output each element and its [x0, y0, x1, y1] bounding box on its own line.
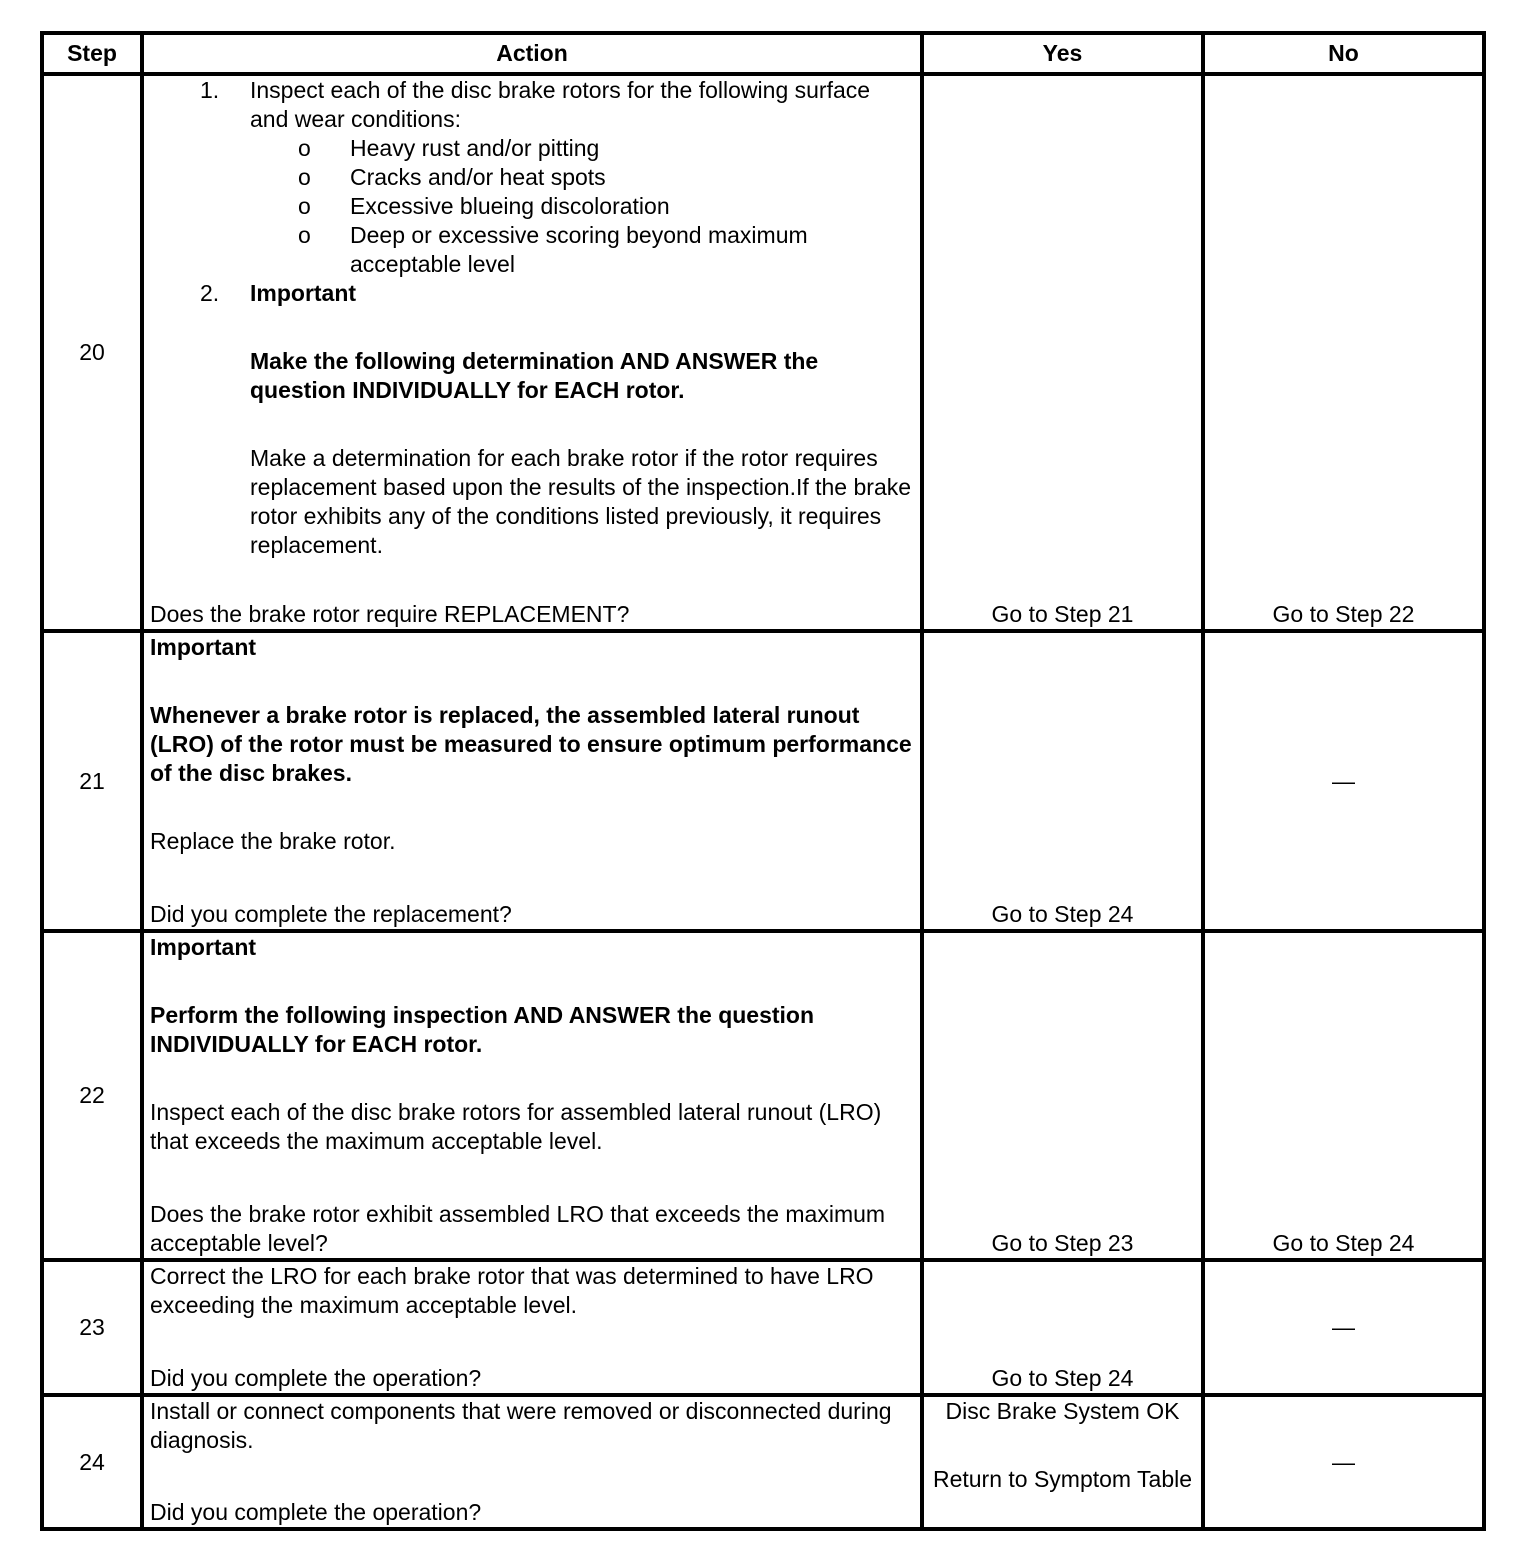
bullet-marker: o: [298, 193, 311, 219]
action-question: Does the brake rotor require REPLACEMENT?: [150, 601, 630, 627]
yes-result: Go to Step 21: [922, 74, 1203, 631]
bullet-text: Excessive blueing discoloration: [350, 193, 670, 219]
item-text: Inspect each of the disc brake rotors for the following surface and wear conditions:: [250, 77, 871, 132]
header-action: Action: [142, 33, 922, 74]
step-number: 23: [42, 1260, 142, 1395]
yes-result: Go to Step 24: [922, 1260, 1203, 1395]
bullet-item: [150, 221, 914, 279]
table-row: [42, 631, 1484, 931]
diagnostic-table: [40, 31, 1486, 1531]
action-body: Make a determination for each brake rotor if the rotor requires replacement based upon the results of the inspection.If the brake rotor exhibits any of the conditions listed previously, it requires replacement.: [250, 445, 912, 558]
table-row: [42, 931, 1484, 1260]
header-no: No: [1203, 33, 1484, 74]
action-cell: [142, 631, 922, 931]
yes-result-cell: [922, 1395, 1203, 1529]
action-question: Did you complete the operation?: [150, 1365, 482, 1391]
bullet-item: [150, 163, 914, 192]
header-yes: Yes: [922, 33, 1203, 74]
important-label: Important: [250, 280, 357, 306]
action-body: Replace the brake rotor.: [150, 828, 396, 854]
table-row: [42, 1395, 1484, 1529]
yes-result: Go to Step 23: [922, 931, 1203, 1260]
important-label: Important: [150, 934, 257, 960]
header-row: [42, 33, 1484, 74]
yes-result-secondary: Return to Symptom Table: [932, 1466, 1193, 1492]
item-number: 2.: [200, 280, 220, 306]
header-step: Step: [42, 33, 142, 74]
action-question: Did you complete the replacement?: [150, 901, 512, 927]
bullet-marker: o: [298, 222, 311, 248]
action-body: Inspect each of the disc brake rotors for assembled lateral runout (LRO) that exceeds the maximum acceptable level.: [150, 1099, 882, 1154]
no-result: Go to Step 24: [1203, 931, 1484, 1260]
no-result: Go to Step 22: [1203, 74, 1484, 631]
step-number: 21: [42, 631, 142, 931]
yes-result-primary: Disc Brake System OK: [945, 1398, 1180, 1424]
bullet-text: Deep or excessive scoring beyond maximum acceptable level: [350, 222, 808, 277]
action-cell: [142, 74, 922, 631]
numbered-item: [150, 279, 914, 308]
action-cell: [142, 931, 922, 1260]
bullet-marker: o: [298, 164, 311, 190]
numbered-item: [150, 76, 914, 134]
bullet-text: Cracks and/or heat spots: [350, 164, 606, 190]
table-row: [42, 1260, 1484, 1395]
no-result: —: [1203, 1395, 1484, 1529]
action-question: Does the brake rotor exhibit assembled LRO that exceeds the maximum acceptable level?: [150, 1201, 886, 1256]
important-text: Perform the following inspection AND ANSWER the question INDIVIDUALLY for EACH rotor.: [150, 1002, 815, 1057]
bullet-text: Heavy rust and/or pitting: [350, 135, 600, 161]
action-cell: [142, 1260, 922, 1395]
no-result: —: [1203, 631, 1484, 931]
action-cell: [142, 1395, 922, 1529]
item-number: 1.: [200, 77, 220, 103]
no-result: —: [1203, 1260, 1484, 1395]
yes-result: Go to Step 24: [922, 631, 1203, 931]
action-body: Install or connect components that were removed or disconnected during diagnosis.: [150, 1398, 892, 1453]
important-text: Make the following determination AND ANSWER the question INDIVIDUALLY for EACH rotor.: [250, 348, 819, 403]
action-body: Correct the LRO for each brake rotor that was determined to have LRO exceeding the maximum acceptable level.: [150, 1263, 874, 1318]
important-text: Whenever a brake rotor is replaced, the assembled lateral runout (LRO) of the rotor must be measured to ensure optimum performance of the disc brakes.: [150, 702, 912, 786]
action-question: Did you complete the operation?: [150, 1499, 482, 1525]
bullet-marker: o: [298, 135, 311, 161]
bullet-item: [150, 134, 914, 163]
important-label: Important: [150, 634, 257, 660]
table-row: [42, 74, 1484, 631]
step-number: 22: [42, 931, 142, 1260]
bullet-item: [150, 192, 914, 221]
step-number: 20: [42, 74, 142, 631]
step-number: 24: [42, 1395, 142, 1529]
